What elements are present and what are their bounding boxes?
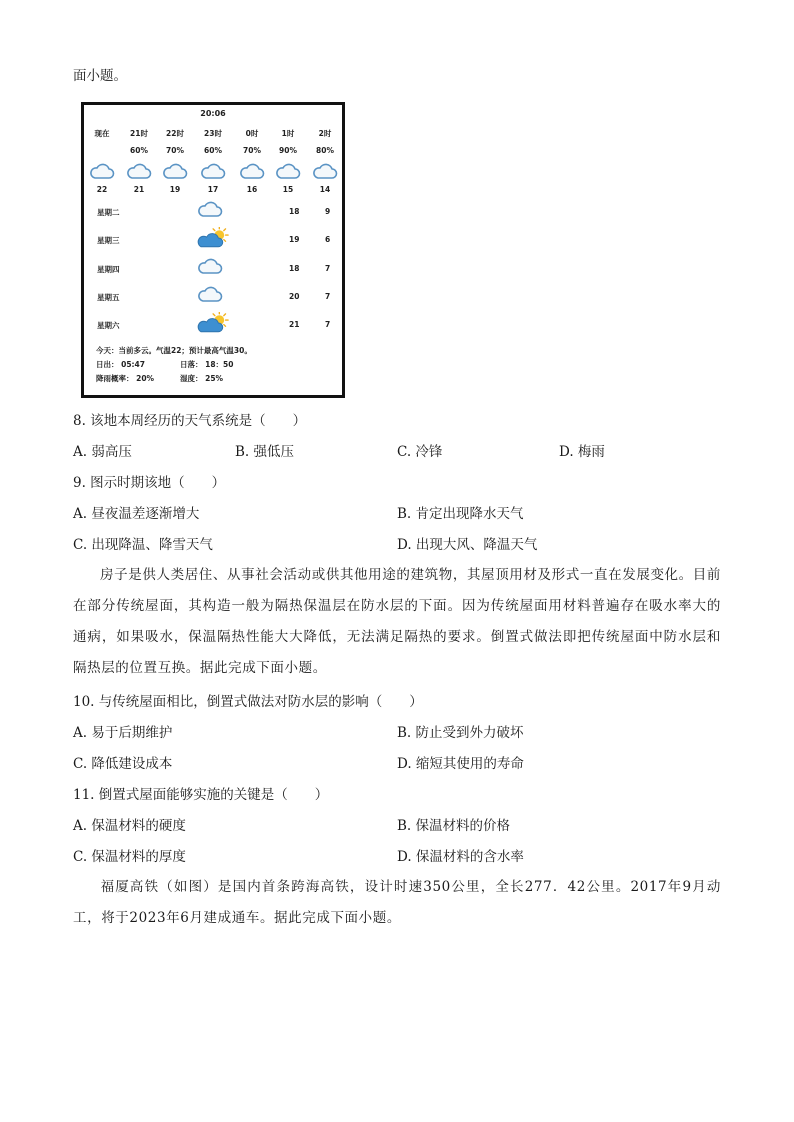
humidity-text: 湿度： 25% bbox=[180, 374, 224, 383]
hour-precip-chance: 70% bbox=[243, 146, 261, 155]
passage-railway-text: 福厦高铁（如图）是国内首条跨海高铁，设计时速350公里，全长277．42公里。2017年9月动工，将于2023年6月建成通车。据此完成下面小题。 bbox=[73, 879, 721, 926]
q11-option-a: A. 保温材料的硬度 bbox=[73, 818, 186, 834]
hour-temperature: 16 bbox=[246, 185, 258, 194]
cloud-icon bbox=[275, 161, 301, 185]
question-8-stem: 8. 该地本周经历的天气系统是（ ） bbox=[73, 413, 307, 429]
weather-forecast-figure bbox=[81, 102, 345, 398]
day-high-temp: 18 bbox=[289, 264, 300, 273]
day-low-temp: 6 bbox=[325, 235, 331, 244]
q9-option-d: D. 出现大风、降温天气 bbox=[397, 537, 538, 553]
q9-option-b: B. 肯定出现降水天气 bbox=[397, 506, 524, 522]
q8-option-c: C. 冷锋 bbox=[397, 444, 443, 460]
hour-temperature: 21 bbox=[133, 185, 145, 194]
passage-railway bbox=[73, 872, 721, 934]
day-low-temp: 9 bbox=[325, 207, 331, 216]
q9-option-c: C. 出现降温、降雪天气 bbox=[73, 537, 213, 553]
forecast-time: 20:06 bbox=[200, 109, 226, 118]
q10-option-b: B. 防止受到外力破坏 bbox=[397, 725, 524, 741]
cloud-icon bbox=[312, 161, 338, 185]
hour-label: 2时 bbox=[318, 129, 332, 138]
hour-label: 0时 bbox=[245, 129, 259, 138]
cloud-icon bbox=[200, 161, 226, 185]
question-11-stem: 11. 倒置式屋面能够实施的关键是（ ） bbox=[73, 787, 329, 803]
cloud-icon bbox=[197, 284, 223, 308]
day-label: 星期四 bbox=[97, 265, 120, 274]
hour-label: 1时 bbox=[281, 129, 295, 138]
day-label: 星期六 bbox=[97, 321, 120, 330]
q11-option-d: D. 保温材料的含水率 bbox=[397, 849, 524, 865]
day-low-temp: 7 bbox=[325, 264, 331, 273]
day-label: 星期二 bbox=[97, 208, 120, 217]
hour-precip-chance: 70% bbox=[166, 146, 184, 155]
q8-option-a: A. 弱高压 bbox=[73, 444, 132, 460]
day-high-temp: 19 bbox=[289, 235, 300, 244]
question-10-stem: 10. 与传统屋面相比，倒置式做法对防水层的影响（ ） bbox=[73, 694, 423, 710]
q11-option-c: C. 保温材料的厚度 bbox=[73, 849, 186, 865]
hour-temperature: 17 bbox=[207, 185, 219, 194]
hour-temperature: 19 bbox=[169, 185, 181, 194]
cloud-icon bbox=[239, 161, 265, 185]
intro-tail: 面小题。 bbox=[73, 68, 127, 84]
hour-precip-chance: 60% bbox=[130, 146, 148, 155]
cloud-icon bbox=[126, 161, 152, 185]
q8-option-b: B. 强低压 bbox=[235, 444, 295, 460]
day-low-temp: 7 bbox=[325, 292, 331, 301]
today-summary: 今天：当前多云。气温22；预计最高气温30。 bbox=[96, 346, 252, 355]
partly-sunny-icon bbox=[197, 312, 230, 338]
hour-precip-chance: 60% bbox=[204, 146, 222, 155]
sunrise-text: 日出： 05:47 bbox=[96, 360, 145, 369]
hour-temperature: 22 bbox=[96, 185, 108, 194]
day-high-temp: 20 bbox=[289, 292, 300, 301]
hour-temperature: 14 bbox=[319, 185, 331, 194]
hour-label: 23时 bbox=[204, 129, 222, 138]
q8-option-d: D. 梅雨 bbox=[559, 444, 605, 460]
cloud-icon bbox=[197, 199, 223, 223]
hour-label: 21时 bbox=[130, 129, 148, 138]
q11-option-b: B. 保温材料的价格 bbox=[397, 818, 511, 834]
q9-option-a: A. 昼夜温差逐渐增大 bbox=[73, 506, 200, 522]
precip-probability-text: 降雨概率： 20% bbox=[96, 374, 155, 383]
day-label: 星期三 bbox=[97, 236, 120, 245]
cloud-icon bbox=[197, 256, 223, 280]
day-low-temp: 7 bbox=[325, 320, 331, 329]
day-high-temp: 18 bbox=[289, 207, 300, 216]
question-9-stem: 9. 图示时期该地（ ） bbox=[73, 475, 226, 491]
q10-option-c: C. 降低建设成本 bbox=[73, 756, 173, 772]
day-high-temp: 21 bbox=[289, 320, 300, 329]
hour-precip-chance: 80% bbox=[316, 146, 334, 155]
passage-roof bbox=[73, 560, 721, 684]
hour-temperature: 15 bbox=[282, 185, 294, 194]
q10-option-a: A. 易于后期维护 bbox=[73, 725, 173, 741]
sunset-text: 日落： 18：50 bbox=[180, 360, 234, 369]
hour-precip-chance: 90% bbox=[279, 146, 297, 155]
cloud-icon bbox=[162, 161, 188, 185]
hour-label: 22时 bbox=[166, 129, 184, 138]
partly-sunny-icon bbox=[197, 227, 230, 253]
passage-roof-text: 房子是供人类居住、从事社会活动或供其他用途的建筑物，其屋顶用材及形式一直在发展变化。目前在部分传统屋面，其构造一般为隔热保温层在防水层的下面。因为传统屋面用材料普遍存在吸水率大的通病，如果吸水，保温隔热性能大大降低，无法满足隔热的要求。倒置式做法即把传统屋面中防水层和隔热层的位置互换。据此完成下面小题。 bbox=[73, 567, 721, 676]
day-label: 星期五 bbox=[97, 293, 120, 302]
q10-option-d: D. 缩短其使用的寿命 bbox=[397, 756, 524, 772]
cloud-icon bbox=[89, 161, 115, 185]
hour-label: 现在 bbox=[94, 129, 110, 138]
